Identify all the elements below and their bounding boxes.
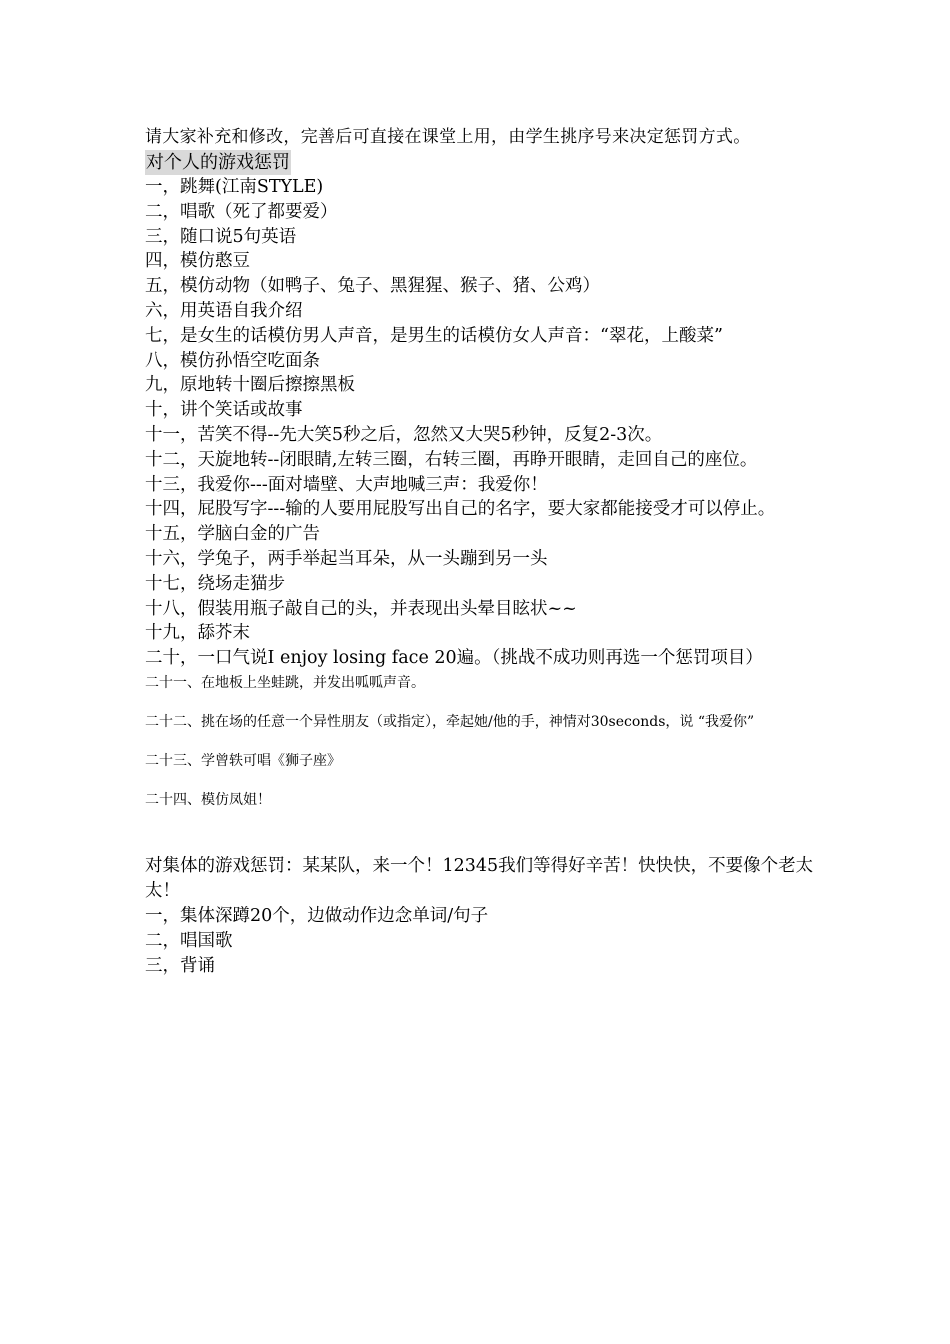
list-item: 四，模仿憨豆 (145, 251, 250, 272)
group-penalty-list (145, 904, 835, 978)
list-item: 七，是女生的话模仿男人声音，是男生的话模仿女人声音：“翠花，上酸菜” (145, 325, 723, 346)
list-item: 十五，学脑白金的广告 (145, 524, 320, 545)
list-item: 二，唱国歌 (145, 930, 233, 951)
list-item: 二，唱歌（死了都要爱） (145, 201, 338, 222)
list-item: 十六，学兔子，两手举起当耳朵，从一头蹦到另一头 (145, 548, 548, 569)
list-item: 三，背诵 (145, 955, 215, 976)
list-item: 十二，天旋地转--闭眼睛,左转三圈，右转三圈，再睁开眼睛，走回自己的座位。 (145, 449, 758, 470)
list-item: 二十四、模仿凤姐！ (145, 791, 271, 808)
list-item: 二十三、学曾轶可唱《狮子座》 (145, 752, 341, 769)
list-item: 十三，我爱你---面对墙壁、大声地喊三声：我爱你！ (145, 474, 548, 495)
list-item: 二十二、挑在场的任意一个异性朋友（或指定），牵起她/他的手，神情对30seconds，说 “我爱你” (145, 713, 755, 730)
list-item: 二十，一口气说I enjoy losing face 20遍。（挑战不成功则再选一个惩罚项目） (145, 648, 763, 669)
list-item: 十，讲个笑话或故事 (145, 400, 303, 421)
group-penalty-heading: 对集体的游戏惩罚：某某队，来一个！12345我们等得好辛苦！快快快，不要像个老太太！ (145, 855, 814, 901)
list-item: 十七，绕场走猫步 (145, 573, 285, 594)
list-item: 一，集体深蹲20个，边做动作边念单词/句子 (145, 905, 489, 926)
intro-text: 请大家补充和修改，完善后可直接在课堂上用，由学生挑序号来决定惩罚方式。 (145, 127, 751, 147)
list-item: 一，跳舞(江南STYLE) (145, 177, 324, 197)
list-item: 十九，舔芥末 (145, 623, 250, 644)
individual-penalty-list (145, 175, 835, 812)
list-item: 二十一、在地板上坐蛙跳，并发出呱呱声音。 (145, 674, 425, 691)
individual-penalty-heading: 对个人的游戏惩罚 (146, 152, 290, 173)
list-item: 六，用英语自我介绍 (145, 300, 303, 321)
list-item: 五，模仿动物（如鸭子、兔子、黑猩猩、猴子、猪、公鸡） (145, 276, 600, 297)
list-item: 八，模仿孙悟空吃面条 (145, 350, 320, 371)
list-item: 十一，苦笑不得--先大笑5秒之后，忽然又大哭5秒钟，反复2-3次。 (145, 424, 663, 445)
list-item: 三，随口说5句英语 (145, 226, 297, 247)
list-item: 十四，屁股写字---输的人要用屁股写出自己的名字，要大家都能接受才可以停止。 (145, 499, 776, 520)
list-item: 十八，假装用瓶子敲自己的头，并表现出头晕目眩状~~ (145, 598, 577, 619)
list-item: 九，原地转十圈后擦擦黑板 (145, 375, 355, 396)
document-page (145, 124, 835, 978)
